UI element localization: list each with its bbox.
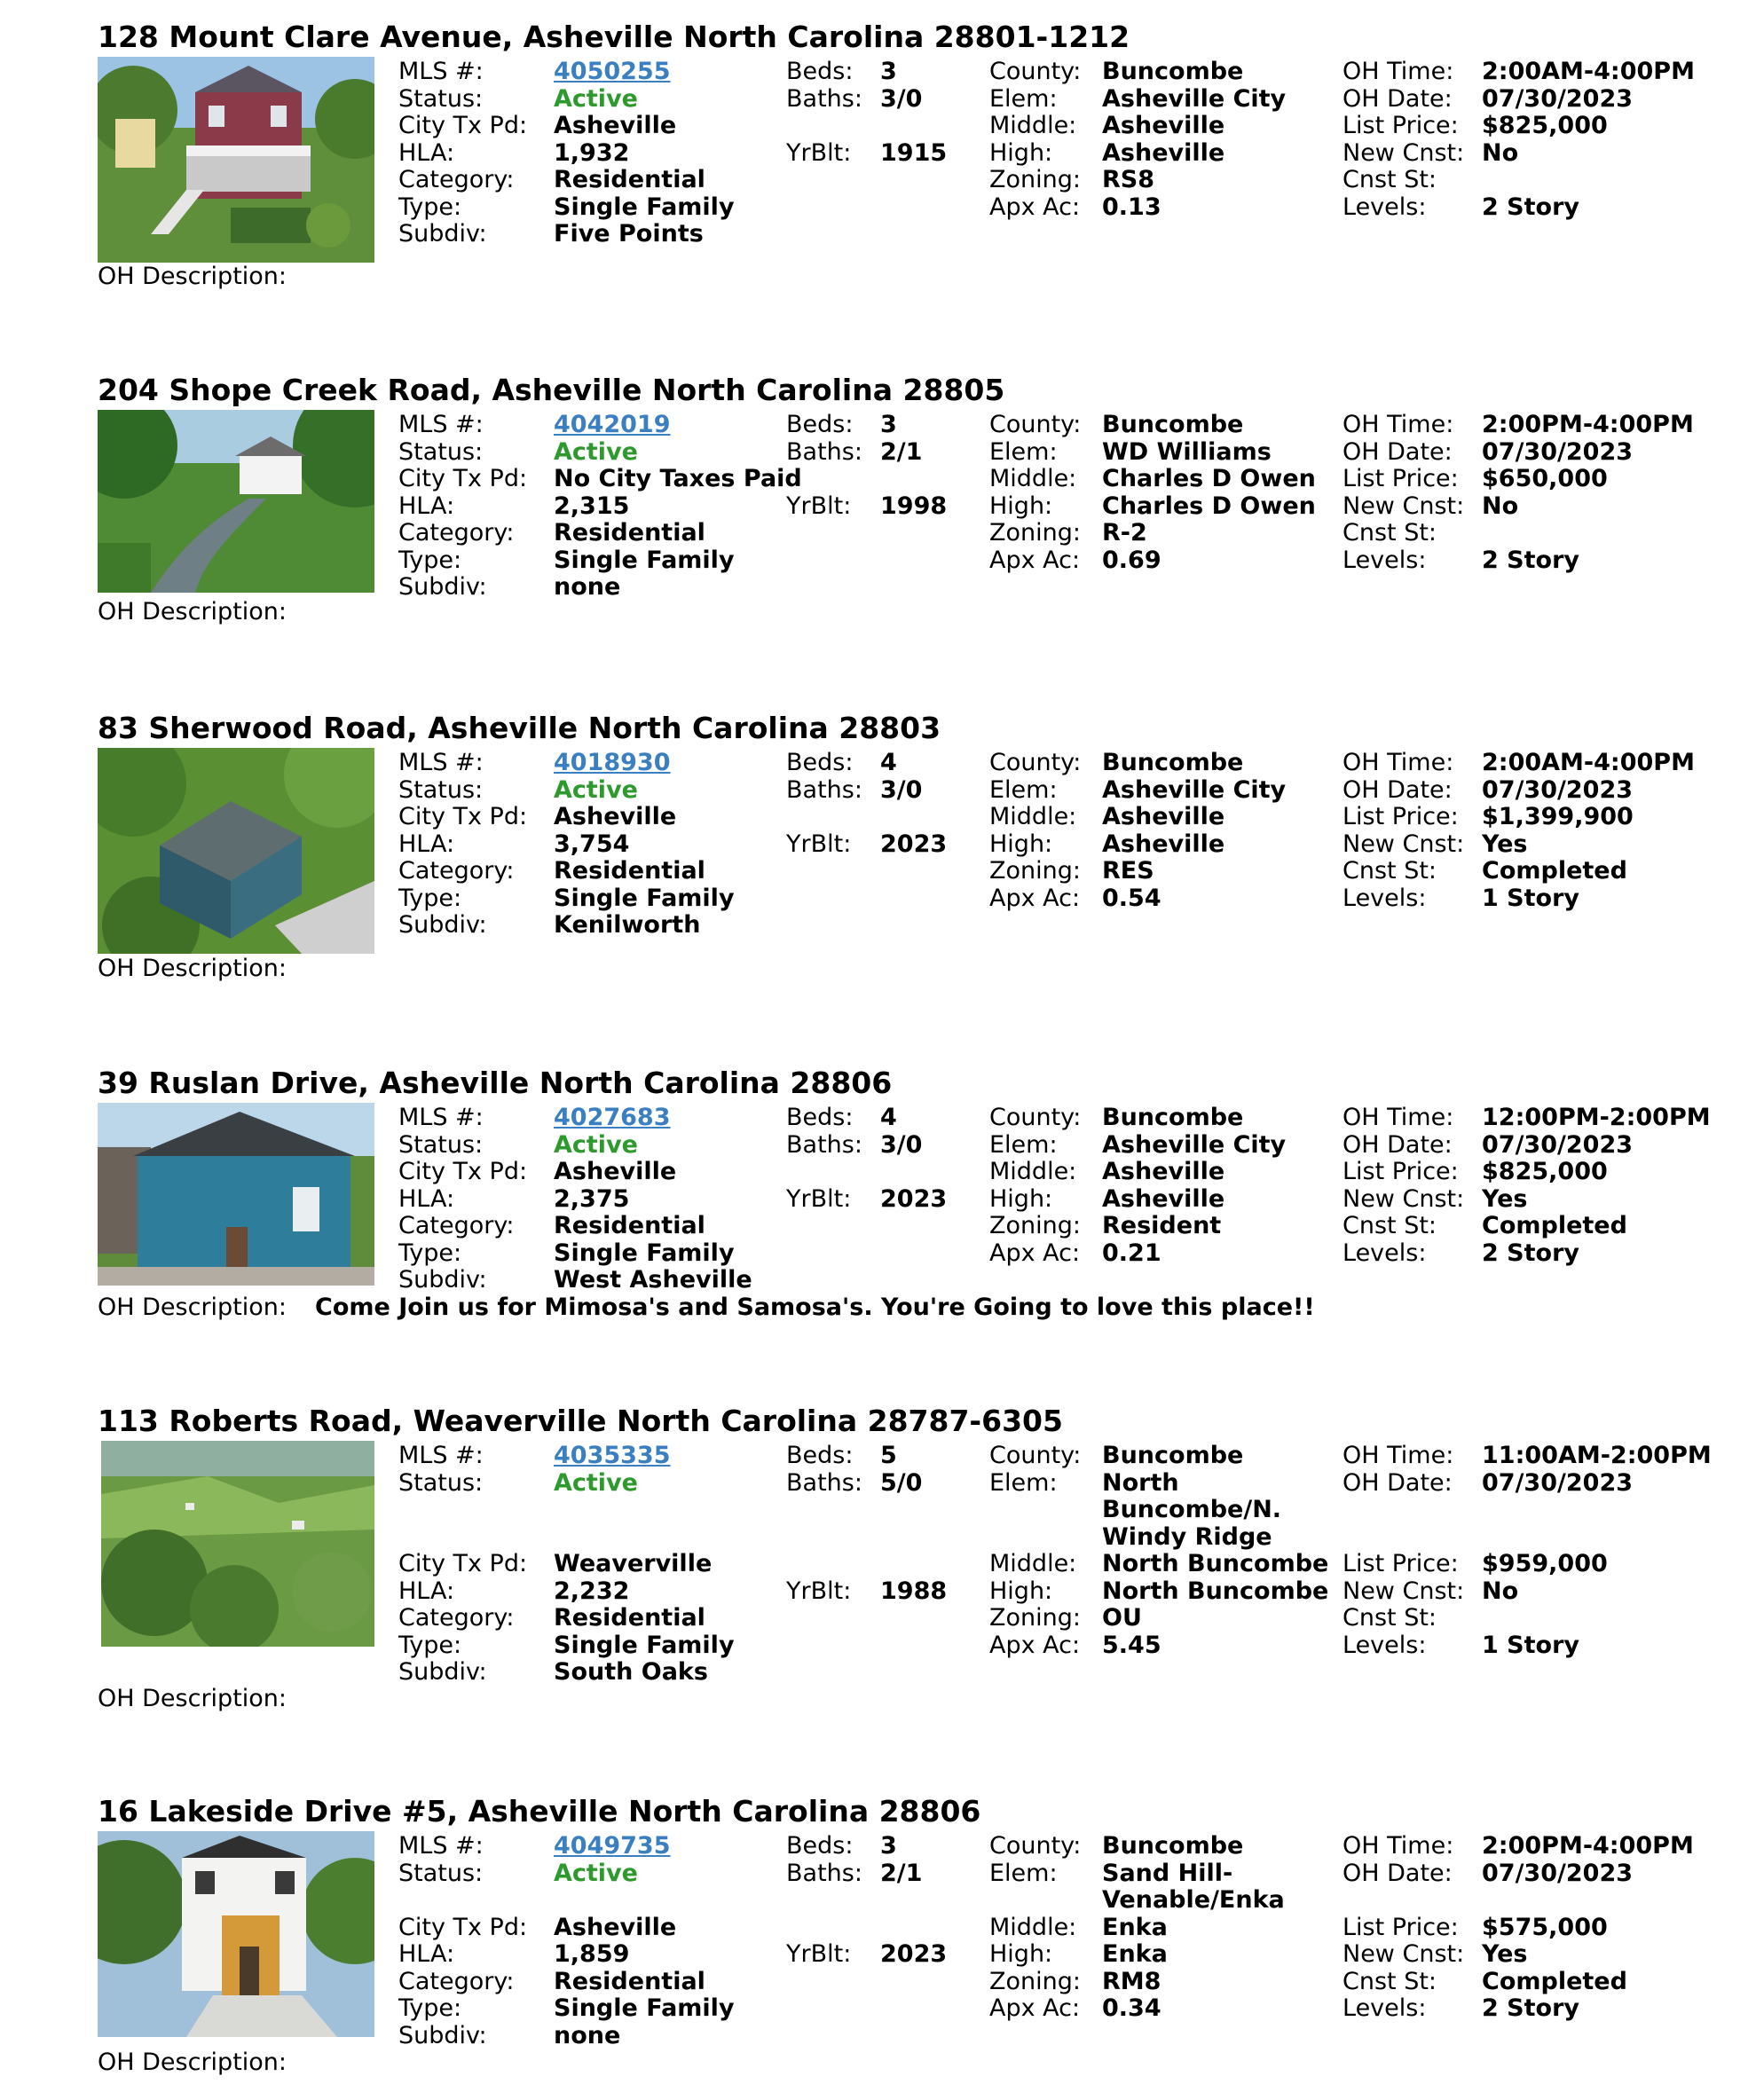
levels-value: 2 Story: [1482, 1239, 1580, 1267]
middle-value: Asheville: [1102, 112, 1225, 139]
high-value: Asheville: [1102, 830, 1225, 858]
label-mls: MLS #:: [398, 411, 484, 438]
new-cnst-value: Yes: [1482, 1940, 1528, 1968]
mls-link[interactable]: 4035335: [554, 1442, 671, 1469]
label-levels: Levels:: [1342, 1994, 1427, 2022]
label-new-cnst: New Cnst:: [1342, 830, 1465, 858]
label-oh-description: OH Description:: [98, 955, 287, 982]
cnst-st-value: Completed: [1482, 1967, 1627, 1995]
label-mls: MLS #:: [398, 749, 484, 776]
label-status: Status:: [398, 84, 484, 113]
label-elem: Elem:: [989, 84, 1058, 113]
apx-ac-value: 0.21: [1102, 1239, 1161, 1267]
house-photo-icon[interactable]: [98, 57, 374, 263]
high-value: Asheville: [1102, 1184, 1225, 1213]
label-oh-description: OH Description:: [98, 598, 287, 625]
label-list-price: List Price:: [1342, 803, 1459, 830]
county-value: Buncombe: [1102, 1104, 1244, 1131]
county-value: Buncombe: [1102, 1832, 1244, 1860]
label-hla: HLA:: [398, 1940, 455, 1968]
label-elem: Elem:: [989, 437, 1058, 466]
label-new-cnst: New Cnst:: [1342, 492, 1465, 520]
type-value: Single Family: [554, 193, 735, 221]
label-subdiv: Subdiv:: [398, 2021, 487, 2049]
baths-value: 3/0: [880, 775, 923, 804]
yrblt-value: 1915: [880, 138, 948, 167]
oh-date-value: 07/30/2023: [1482, 1859, 1634, 1887]
label-apx-ac: Apx Ac:: [989, 546, 1081, 574]
label-oh-date: OH Date:: [1342, 1468, 1453, 1497]
label-yrblt: YrBlt:: [786, 1184, 852, 1213]
hla-value: 2,315: [554, 492, 630, 520]
oh-time-value: 2:00PM-4:00PM: [1482, 1832, 1694, 1860]
label-cnst-st: Cnst St:: [1342, 1212, 1437, 1239]
category-value: Residential: [554, 1967, 705, 1995]
label-category: Category:: [398, 166, 515, 193]
new-cnst-value: Yes: [1482, 830, 1528, 858]
oh-date-value: 07/30/2023: [1482, 775, 1634, 804]
label-new-cnst: New Cnst:: [1342, 1184, 1465, 1213]
list-price-value: $650,000: [1482, 465, 1608, 492]
land-aerial-photo-icon[interactable]: [101, 1441, 374, 1647]
label-city-tx: City Tx Pd:: [398, 803, 528, 830]
label-oh-date: OH Date:: [1342, 1859, 1453, 1887]
subdiv-value: South Oaks: [554, 1658, 708, 1686]
label-type: Type:: [398, 546, 462, 574]
label-cnst-st: Cnst St:: [1342, 166, 1437, 193]
label-oh-time: OH Time:: [1342, 1442, 1454, 1469]
beds-value: 4: [880, 1104, 897, 1131]
label-list-price: List Price:: [1342, 1550, 1459, 1577]
label-yrblt: YrBlt:: [786, 830, 852, 858]
label-subdiv: Subdiv:: [398, 1266, 487, 1294]
status-value: Active: [554, 1468, 638, 1497]
label-type: Type:: [398, 1994, 462, 2022]
city-tx-value: Asheville: [554, 1158, 677, 1185]
hla-value: 2,375: [554, 1184, 630, 1213]
list-price-value: $959,000: [1482, 1550, 1608, 1577]
label-high: High:: [989, 830, 1053, 858]
yrblt-value: 2023: [880, 1940, 948, 1968]
label-apx-ac: Apx Ac:: [989, 884, 1081, 912]
label-middle: Middle:: [989, 803, 1077, 830]
label-yrblt: YrBlt:: [786, 1577, 852, 1605]
middle-value: Enka: [1102, 1913, 1168, 1941]
type-value: Single Family: [554, 546, 735, 574]
label-category: Category:: [398, 1604, 515, 1632]
label-apx-ac: Apx Ac:: [989, 1239, 1081, 1267]
mls-link[interactable]: 4050255: [554, 58, 671, 85]
list-price-value: $1,399,900: [1482, 803, 1634, 830]
subdiv-value: none: [554, 2021, 621, 2049]
list-price-value: $825,000: [1482, 112, 1608, 139]
city-tx-value: Asheville: [554, 112, 677, 139]
label-baths: Baths:: [786, 1130, 862, 1159]
county-value: Buncombe: [1102, 749, 1244, 776]
label-oh-time: OH Time:: [1342, 411, 1454, 438]
label-middle: Middle:: [989, 1550, 1077, 1577]
zoning-value: RES: [1102, 857, 1154, 885]
apx-ac-value: 0.34: [1102, 1994, 1161, 2022]
type-value: Single Family: [554, 1631, 735, 1659]
label-middle: Middle:: [989, 1158, 1077, 1185]
levels-value: 1 Story: [1482, 884, 1580, 912]
label-baths: Baths:: [786, 1859, 862, 1887]
oh-date-value: 07/30/2023: [1482, 84, 1634, 113]
label-high: High:: [989, 1577, 1053, 1605]
zoning-value: R-2: [1102, 519, 1147, 547]
white-house-photo-icon[interactable]: [98, 1831, 374, 2037]
label-county: County:: [989, 1442, 1082, 1469]
label-baths: Baths:: [786, 1468, 862, 1497]
label-oh-date: OH Date:: [1342, 84, 1453, 113]
label-type: Type:: [398, 1631, 462, 1659]
apx-ac-value: 0.13: [1102, 193, 1161, 221]
label-cnst-st: Cnst St:: [1342, 1967, 1437, 1995]
middle-value: Charles D Owen: [1102, 465, 1316, 492]
category-value: Residential: [554, 1212, 705, 1239]
city-tx-value: No City Taxes Paid: [554, 465, 802, 492]
apx-ac-value: 0.54: [1102, 884, 1161, 912]
middle-value: Asheville: [1102, 1158, 1225, 1185]
city-tx-value: Asheville: [554, 1913, 677, 1941]
label-category: Category:: [398, 1967, 515, 1995]
creek-photo-icon[interactable]: [98, 410, 374, 593]
subdiv-value: Kenilworth: [554, 911, 701, 939]
zoning-value: OU: [1102, 1604, 1142, 1632]
label-middle: Middle:: [989, 465, 1077, 492]
label-mls: MLS #:: [398, 1442, 484, 1469]
label-elem: Elem:: [989, 1468, 1058, 1497]
label-cnst-st: Cnst St:: [1342, 1604, 1437, 1632]
listing-address: 39 Ruslan Drive, Asheville North Carolina 28806: [98, 1066, 893, 1100]
label-oh-time: OH Time:: [1342, 1832, 1454, 1860]
label-baths: Baths:: [786, 84, 862, 113]
label-zoning: Zoning:: [989, 519, 1081, 547]
label-status: Status:: [398, 1130, 484, 1159]
label-new-cnst: New Cnst:: [1342, 1940, 1465, 1968]
label-elem: Elem:: [989, 1130, 1058, 1159]
hla-value: 2,232: [554, 1577, 630, 1605]
oh-date-value: 07/30/2023: [1482, 1468, 1634, 1497]
status-value: Active: [554, 1130, 638, 1159]
label-beds: Beds:: [786, 1104, 854, 1131]
label-beds: Beds:: [786, 58, 854, 85]
label-yrblt: YrBlt:: [786, 492, 852, 520]
mls-link[interactable]: 4042019: [554, 411, 671, 438]
apx-ac-value: 0.69: [1102, 546, 1161, 574]
category-value: Residential: [554, 1604, 705, 1632]
label-mls: MLS #:: [398, 1832, 484, 1860]
middle-value: Asheville: [1102, 803, 1225, 830]
label-elem: Elem:: [989, 1859, 1058, 1887]
label-oh-time: OH Time:: [1342, 1104, 1454, 1131]
label-baths: Baths:: [786, 775, 862, 804]
label-status: Status:: [398, 775, 484, 804]
mls-link[interactable]: 4027683: [554, 1104, 671, 1131]
levels-value: 1 Story: [1482, 1631, 1580, 1659]
new-cnst-value: No: [1482, 492, 1519, 520]
label-levels: Levels:: [1342, 1631, 1427, 1659]
label-category: Category:: [398, 857, 515, 885]
hla-value: 1,932: [554, 138, 630, 167]
label-status: Status:: [398, 437, 484, 466]
label-oh-time: OH Time:: [1342, 58, 1454, 85]
category-value: Residential: [554, 519, 705, 547]
yrblt-value: 2023: [880, 830, 948, 858]
label-cnst-st: Cnst St:: [1342, 519, 1437, 547]
label-subdiv: Subdiv:: [398, 220, 487, 248]
label-levels: Levels:: [1342, 1239, 1427, 1267]
zoning-value: RS8: [1102, 166, 1155, 193]
blue-house-photo-icon[interactable]: [98, 1103, 374, 1286]
listing-address: 113 Roberts Road, Weaverville North Carolina 28787-6305: [98, 1404, 1063, 1438]
label-levels: Levels:: [1342, 546, 1427, 574]
new-cnst-value: No: [1482, 138, 1519, 167]
label-cnst-st: Cnst St:: [1342, 857, 1437, 885]
city-tx-value: Asheville: [554, 803, 677, 830]
high-value: Asheville: [1102, 138, 1225, 167]
label-beds: Beds:: [786, 749, 854, 776]
label-hla: HLA:: [398, 1577, 455, 1605]
label-type: Type:: [398, 884, 462, 912]
label-county: County:: [989, 1832, 1082, 1860]
label-county: County:: [989, 1104, 1082, 1131]
oh-time-value: 2:00AM-4:00PM: [1482, 58, 1695, 85]
category-value: Residential: [554, 857, 705, 885]
elem-value: WD Williams: [1102, 437, 1272, 466]
label-county: County:: [989, 749, 1082, 776]
label-high: High:: [989, 1184, 1053, 1213]
beds-value: 3: [880, 1832, 897, 1860]
high-value: North Buncombe: [1102, 1577, 1329, 1605]
county-value: Buncombe: [1102, 1442, 1244, 1469]
label-subdiv: Subdiv:: [398, 573, 487, 601]
status-value: Active: [554, 1859, 638, 1887]
label-oh-description: OH Description:: [98, 1685, 287, 1712]
label-apx-ac: Apx Ac:: [989, 1994, 1081, 2022]
label-oh-description: OH Description:: [98, 2049, 287, 2076]
subdiv-value: none: [554, 573, 621, 601]
label-middle: Middle:: [989, 1913, 1077, 1941]
label-beds: Beds:: [786, 1442, 854, 1469]
label-type: Type:: [398, 193, 462, 221]
label-high: High:: [989, 138, 1053, 167]
listing-address: 16 Lakeside Drive #5, Asheville North Carolina 28806: [98, 1794, 981, 1829]
label-yrblt: YrBlt:: [786, 1940, 852, 1968]
hla-value: 1,859: [554, 1940, 630, 1968]
baths-value: 2/1: [880, 1859, 923, 1887]
elem-value-line-1: Sand Hill-: [1102, 1859, 1233, 1887]
label-beds: Beds:: [786, 1832, 854, 1860]
label-county: County:: [989, 411, 1082, 438]
label-oh-date: OH Date:: [1342, 437, 1453, 466]
city-tx-value: Weaverville: [554, 1550, 713, 1577]
label-county: County:: [989, 58, 1082, 85]
elem-value: Asheville City: [1102, 1130, 1287, 1159]
listing-address: 204 Shope Creek Road, Asheville North Carolina 28805: [98, 373, 1005, 407]
label-hla: HLA:: [398, 1184, 455, 1213]
label-high: High:: [989, 492, 1053, 520]
levels-value: 2 Story: [1482, 193, 1580, 221]
mls-link[interactable]: 4049735: [554, 1832, 671, 1860]
yrblt-value: 2023: [880, 1184, 948, 1213]
label-beds: Beds:: [786, 411, 854, 438]
listing-address: 83 Sherwood Road, Asheville North Carolina 28803: [98, 711, 941, 745]
list-price-value: $825,000: [1482, 1158, 1608, 1185]
label-status: Status:: [398, 1468, 484, 1497]
label-levels: Levels:: [1342, 193, 1427, 221]
high-value: Enka: [1102, 1940, 1168, 1968]
subdiv-value: West Asheville: [554, 1266, 752, 1294]
label-oh-description: OH Description:: [98, 263, 287, 290]
label-status: Status:: [398, 1859, 484, 1887]
label-mls: MLS #:: [398, 58, 484, 85]
status-value: Active: [554, 437, 638, 466]
elem-value: Asheville City: [1102, 775, 1287, 804]
label-hla: HLA:: [398, 492, 455, 520]
label-apx-ac: Apx Ac:: [989, 1631, 1081, 1659]
oh-time-value: 2:00AM-4:00PM: [1482, 749, 1695, 776]
label-yrblt: YrBlt:: [786, 138, 852, 167]
status-value: Active: [554, 775, 638, 804]
middle-value: North Buncombe: [1102, 1550, 1329, 1577]
label-city-tx: City Tx Pd:: [398, 112, 528, 139]
oh-description-value: Come Join us for Mimosa's and Samosa's. You're Going to love this place!!: [315, 1294, 1315, 1321]
county-value: Buncombe: [1102, 411, 1244, 438]
label-list-price: List Price:: [1342, 112, 1459, 139]
type-value: Single Family: [554, 884, 735, 912]
beds-value: 3: [880, 411, 897, 438]
elem-value-line-1: North: [1102, 1468, 1179, 1497]
oh-time-value: 2:00PM-4:00PM: [1482, 411, 1694, 438]
elem-value: Asheville City: [1102, 84, 1287, 113]
subdiv-value: Five Points: [554, 220, 704, 248]
listing-address: 128 Mount Clare Avenue, Asheville North Carolina 28801-1212: [98, 20, 1130, 54]
baths-value: 5/0: [880, 1468, 923, 1497]
type-value: Single Family: [554, 1239, 735, 1267]
beds-value: 3: [880, 58, 897, 85]
label-oh-time: OH Time:: [1342, 749, 1454, 776]
label-zoning: Zoning:: [989, 1967, 1081, 1995]
oh-date-value: 07/30/2023: [1482, 437, 1634, 466]
label-list-price: List Price:: [1342, 465, 1459, 492]
oh-time-value: 11:00AM-2:00PM: [1482, 1442, 1712, 1469]
label-new-cnst: New Cnst:: [1342, 138, 1465, 167]
high-value: Charles D Owen: [1102, 492, 1316, 520]
label-apx-ac: Apx Ac:: [989, 193, 1081, 221]
type-value: Single Family: [554, 1994, 735, 2022]
label-city-tx: City Tx Pd:: [398, 1913, 528, 1941]
label-mls: MLS #:: [398, 1104, 484, 1131]
label-elem: Elem:: [989, 775, 1058, 804]
label-hla: HLA:: [398, 138, 455, 167]
zoning-value: Resident: [1102, 1212, 1222, 1239]
oh-date-value: 07/30/2023: [1482, 1130, 1634, 1159]
label-new-cnst: New Cnst:: [1342, 1577, 1465, 1605]
label-city-tx: City Tx Pd:: [398, 465, 528, 492]
label-city-tx: City Tx Pd:: [398, 1550, 528, 1577]
label-hla: HLA:: [398, 830, 455, 858]
label-category: Category:: [398, 1212, 515, 1239]
elem-value-line-3: Windy Ridge: [1102, 1522, 1272, 1551]
apx-ac-value: 5.45: [1102, 1631, 1161, 1659]
label-city-tx: City Tx Pd:: [398, 1158, 528, 1185]
label-zoning: Zoning:: [989, 1604, 1081, 1632]
elem-value-line-2: Buncombe/N.: [1102, 1496, 1282, 1523]
new-cnst-value: No: [1482, 1577, 1519, 1605]
hla-value: 3,754: [554, 830, 630, 858]
baths-value: 2/1: [880, 437, 923, 466]
label-high: High:: [989, 1940, 1053, 1968]
zoning-value: RM8: [1102, 1967, 1161, 1995]
label-list-price: List Price:: [1342, 1913, 1459, 1941]
label-list-price: List Price:: [1342, 1158, 1459, 1185]
label-type: Type:: [398, 1239, 462, 1267]
mls-link[interactable]: 4018930: [554, 749, 671, 776]
beds-value: 5: [880, 1442, 897, 1469]
label-oh-date: OH Date:: [1342, 775, 1453, 804]
label-middle: Middle:: [989, 112, 1077, 139]
beds-value: 4: [880, 749, 897, 776]
label-oh-date: OH Date:: [1342, 1130, 1453, 1159]
baths-value: 3/0: [880, 84, 923, 113]
label-baths: Baths:: [786, 437, 862, 466]
cnst-st-value: Completed: [1482, 857, 1627, 885]
elem-value-line-2: Venable/Enka: [1102, 1886, 1285, 1914]
label-levels: Levels:: [1342, 884, 1427, 912]
new-cnst-value: Yes: [1482, 1184, 1528, 1213]
yrblt-value: 1988: [880, 1577, 948, 1605]
cnst-st-value: Completed: [1482, 1212, 1627, 1239]
oh-time-value: 12:00PM-2:00PM: [1482, 1104, 1711, 1131]
category-value: Residential: [554, 166, 705, 193]
label-zoning: Zoning:: [989, 166, 1081, 193]
label-category: Category:: [398, 519, 515, 547]
label-zoning: Zoning:: [989, 857, 1081, 885]
county-value: Buncombe: [1102, 58, 1244, 85]
label-subdiv: Subdiv:: [398, 911, 487, 939]
label-oh-description: OH Description:: [98, 1294, 287, 1321]
levels-value: 2 Story: [1482, 1994, 1580, 2022]
label-zoning: Zoning:: [989, 1212, 1081, 1239]
label-subdiv: Subdiv:: [398, 1658, 487, 1686]
baths-value: 3/0: [880, 1130, 923, 1159]
yrblt-value: 1998: [880, 492, 948, 520]
aerial-house-photo-icon[interactable]: [98, 748, 374, 954]
status-value: Active: [554, 84, 638, 113]
list-price-value: $575,000: [1482, 1913, 1608, 1941]
levels-value: 2 Story: [1482, 546, 1580, 574]
